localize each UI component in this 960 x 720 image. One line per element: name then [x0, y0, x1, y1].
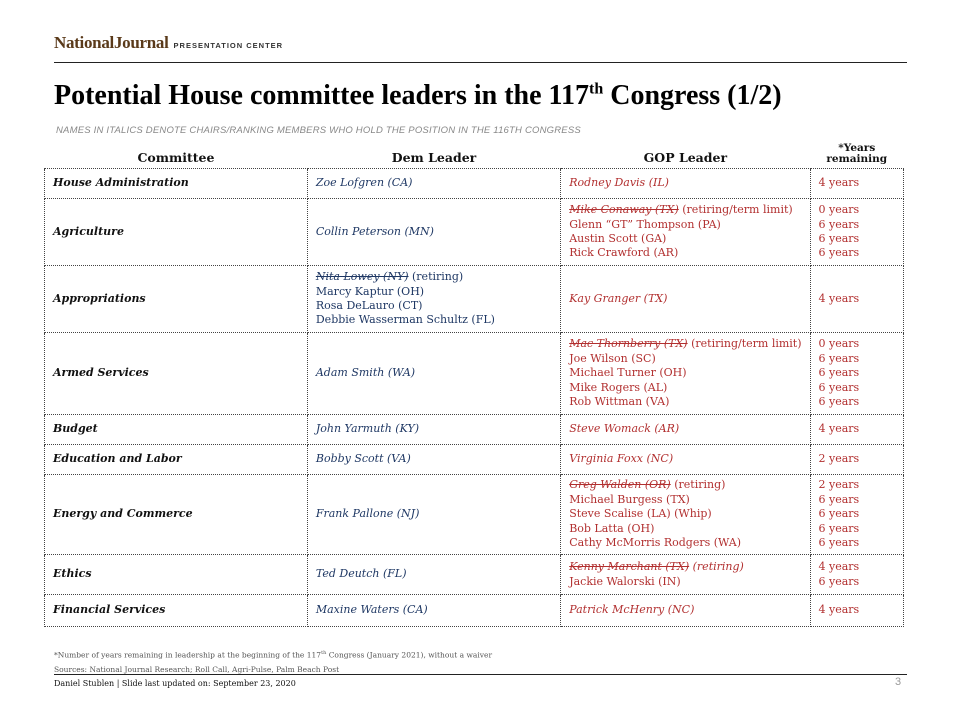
years-remaining-cell	[810, 199, 903, 266]
gop-leader-cell	[561, 475, 810, 555]
gop-leader-cell	[561, 333, 810, 415]
leader-note: (retiring/term limit)	[687, 337, 802, 351]
leader-name-text: Glenn “GT” Thompson (PA)	[569, 217, 721, 231]
leader-name-text: Zoe Lofgren (CA)	[315, 176, 413, 190]
dem-leader-cell	[307, 475, 560, 555]
leader-name-text: Marcy Kaptur (OH)	[315, 284, 425, 298]
leader-name-text: Michael Burgess (TX)	[569, 492, 690, 506]
dem-leader-cell	[307, 445, 560, 475]
header-dem-leader: Dem Leader	[307, 143, 560, 169]
years-value: 6 years	[818, 380, 860, 394]
table-row	[45, 169, 904, 199]
leader-name-text: Steve Scalise (LA) (Whip)	[569, 507, 712, 521]
leader-name-text: Maxine Waters (CA)	[315, 603, 428, 617]
leader-name-text: Austin Scott (GA)	[569, 232, 667, 245]
leader-name	[316, 225, 552, 239]
leader-name	[316, 270, 552, 284]
slide-title: Potential House committee leaders in the 117th Congress (1/2)	[54, 80, 782, 111]
dem-leader-cell	[307, 595, 560, 627]
leader-name-text: Ted Deutch (FL)	[315, 567, 407, 581]
leader-name-text: Steve Womack (AR)	[569, 422, 680, 436]
years-remaining-cell	[810, 445, 903, 475]
leader-name	[316, 603, 552, 617]
years-value: 6 years	[818, 492, 860, 506]
leader-name	[569, 232, 801, 246]
leader-name	[569, 366, 801, 380]
bottom-divider	[54, 674, 907, 675]
top-divider	[54, 62, 907, 63]
years-value: 6 years	[818, 246, 860, 260]
leader-name	[569, 507, 801, 521]
leader-name-text: Rodney Davis (IL)	[569, 176, 669, 190]
leader-name	[316, 285, 552, 299]
leader-name	[316, 452, 552, 466]
gop-leader-cell	[561, 266, 810, 333]
leader-name	[569, 176, 801, 190]
leader-name-text: Mac Thornberry (TX)	[569, 337, 688, 351]
leader-name	[569, 536, 801, 550]
leader-name-text: Bobby Scott (VA)	[315, 452, 411, 466]
committee-leaders-table	[44, 143, 904, 627]
page-number: 3	[895, 676, 902, 688]
years-value: 6 years	[818, 366, 860, 380]
committee-name: Financial Services	[45, 595, 308, 627]
table-row	[45, 415, 904, 445]
footnote-sources: Sources: National Journal Research; Roll Call, Agri-Pulse, Palm Beach Post	[54, 664, 340, 674]
years-remaining-cell	[810, 475, 903, 555]
years-value: 6 years	[818, 395, 860, 409]
table-row	[45, 595, 904, 627]
years-value: 0 years	[818, 203, 860, 217]
committee-name: House Administration	[45, 169, 308, 199]
leader-name-text: Bob Latta (OH)	[569, 521, 655, 535]
leader-name-text: Debbie Wasserman Schultz (FL)	[315, 313, 495, 327]
years-value: 4 years	[818, 176, 860, 190]
leader-name	[569, 337, 801, 351]
leader-name	[569, 560, 801, 574]
leader-name-text: Rosa DeLauro (CT)	[315, 299, 423, 312]
years-remaining-cell	[810, 169, 903, 199]
leader-name-text: Kay Granger (TX)	[569, 291, 668, 305]
leader-name	[569, 452, 801, 466]
leader-name	[316, 366, 552, 380]
footnote	[54, 646, 492, 677]
years-value: 4 years	[818, 291, 860, 305]
committee-name: Budget	[45, 415, 308, 445]
header-years-remaining: *Years remaining	[810, 143, 903, 169]
years-value: 4 years	[818, 560, 860, 574]
leader-name-text: Joe Wilson (SC)	[569, 351, 656, 365]
years-value: 6 years	[818, 217, 860, 231]
logo-brand: NationalJournal	[54, 33, 169, 52]
leader-name-text: Mike Rogers (AL)	[569, 380, 668, 394]
leader-name-text: Rick Crawford (AR)	[569, 246, 679, 260]
leader-name	[569, 246, 801, 260]
committee-name: Appropriations	[45, 266, 308, 333]
leader-name	[569, 218, 801, 232]
slide-subtitle: NAMES IN ITALICS DENOTE CHAIRS/RANKING MEMBERS WHO HOLD THE POSITION IN THE 116TH CONGRESS	[56, 125, 581, 136]
leader-name	[316, 176, 552, 190]
leader-name	[316, 567, 552, 581]
years-remaining-cell	[810, 555, 903, 595]
leader-name	[569, 395, 801, 409]
byline: Daniel Stublen | Slide last updated on: September 23, 2020	[54, 679, 296, 688]
leader-name	[569, 522, 801, 536]
header-committee: Committee	[45, 143, 308, 169]
leader-name-text: Greg Walden (OR)	[569, 478, 671, 492]
footnote-years: *Number of years remaining in leadership at the beginning of the 117th Congress (January 2021), without a waiver	[54, 650, 493, 660]
table-row	[45, 475, 904, 555]
leader-name	[569, 493, 801, 507]
years-remaining-cell	[810, 595, 903, 627]
dem-leader-cell	[307, 415, 560, 445]
gop-leader-cell	[561, 415, 810, 445]
leader-name	[316, 507, 552, 521]
committee-name: Armed Services	[45, 333, 308, 415]
years-value: 6 years	[818, 521, 860, 535]
committee-name: Energy and Commerce	[45, 475, 308, 555]
leader-name	[316, 313, 552, 327]
logo-subtitle: PRESENTATION CENTER	[173, 41, 284, 50]
dem-leader-cell	[307, 169, 560, 199]
header-gop-leader: GOP Leader	[561, 143, 810, 169]
years-value: 6 years	[818, 232, 860, 245]
years-remaining-cell	[810, 415, 903, 445]
leader-name	[569, 422, 801, 436]
leader-name-text: Virginia Foxx (NC)	[569, 452, 674, 466]
leader-name-text: Nita Lowey (NY)	[315, 270, 409, 284]
years-value: 4 years	[818, 422, 860, 436]
years-value: 6 years	[818, 351, 860, 365]
leader-name-text: Kenny Marchant (TX)	[569, 560, 690, 574]
committee-name: Ethics	[45, 555, 308, 595]
dem-leader-cell	[307, 333, 560, 415]
years-value: 6 years	[818, 507, 860, 521]
leader-name-text: Adam Smith (WA)	[315, 366, 416, 380]
leader-name-text: Patrick McHenry (NC)	[569, 603, 695, 617]
dem-leader-cell	[307, 555, 560, 595]
table-header-row	[45, 143, 904, 169]
leader-name	[316, 299, 552, 313]
leader-note: (retiring)	[408, 270, 464, 284]
leader-name	[569, 381, 801, 395]
years-remaining-cell	[810, 333, 903, 415]
years-value: 2 years	[818, 452, 860, 466]
years-value: 0 years	[818, 337, 860, 351]
leader-name	[569, 352, 801, 366]
national-journal-logo	[54, 33, 283, 53]
leader-name	[569, 603, 801, 617]
years-remaining-cell	[810, 266, 903, 333]
table-row	[45, 333, 904, 415]
leader-name-text: Cathy McMorris Rodgers (WA)	[569, 536, 742, 550]
leader-note: (retiring)	[670, 478, 726, 492]
leader-name-text: John Yarmuth (KY)	[315, 422, 420, 436]
leader-name	[569, 203, 801, 217]
leader-name	[569, 478, 801, 492]
leader-note: (retiring/term limit)	[678, 203, 793, 217]
years-value: 6 years	[818, 536, 860, 550]
leader-name	[569, 575, 801, 589]
leader-name	[569, 292, 801, 306]
years-value: 2 years	[818, 478, 860, 492]
dem-leader-cell	[307, 266, 560, 333]
leader-name-text: Rob Wittman (VA)	[569, 395, 670, 409]
leader-name-text: Jackie Walorski (IN)	[569, 574, 681, 588]
leader-name	[316, 422, 552, 436]
years-value: 4 years	[818, 603, 860, 617]
dem-leader-cell	[307, 199, 560, 266]
gop-leader-cell	[561, 445, 810, 475]
table-row	[45, 266, 904, 333]
committee-name: Agriculture	[45, 199, 308, 266]
leader-name-text: Collin Peterson (MN)	[315, 224, 434, 238]
gop-leader-cell	[561, 555, 810, 595]
leader-note: (retiring)	[689, 560, 744, 574]
years-value: 6 years	[818, 574, 860, 588]
leader-name-text: Frank Pallone (NJ)	[315, 507, 420, 521]
leader-name-text: Mike Conaway (TX)	[569, 203, 679, 217]
gop-leader-cell	[561, 169, 810, 199]
table-row	[45, 445, 904, 475]
committee-name: Education and Labor	[45, 445, 308, 475]
gop-leader-cell	[561, 199, 810, 266]
table-row	[45, 555, 904, 595]
table-row	[45, 199, 904, 266]
gop-leader-cell	[561, 595, 810, 627]
leader-name-text: Michael Turner (OH)	[569, 366, 687, 380]
